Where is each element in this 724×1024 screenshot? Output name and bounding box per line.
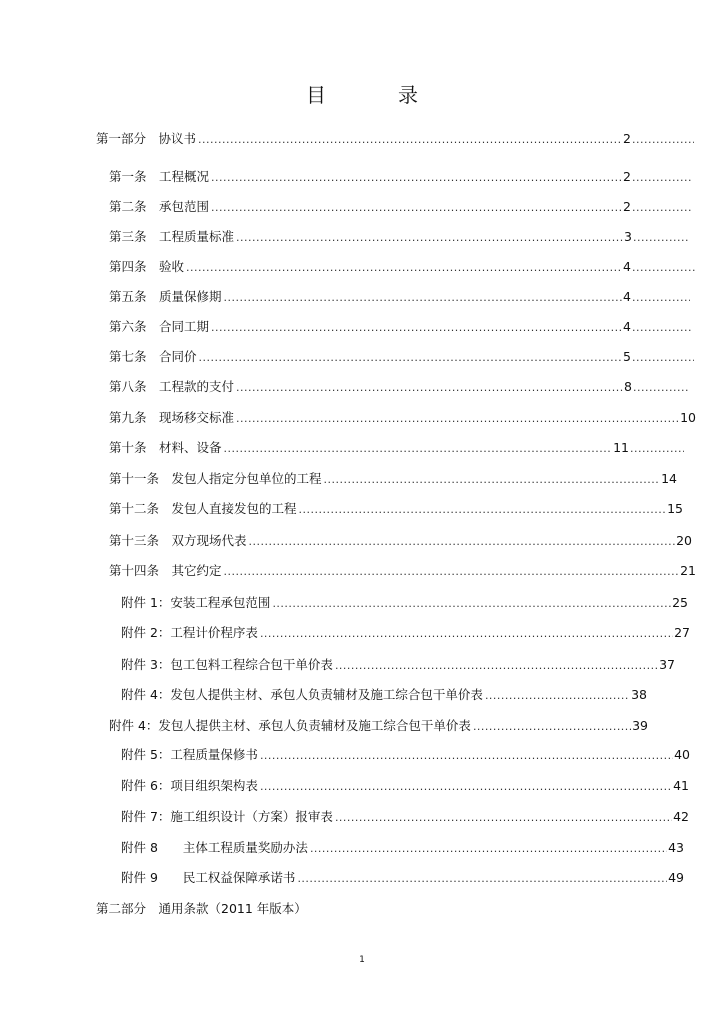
toc-entry-attachment-3[interactable] (121, 656, 676, 674)
toc-entry-page: 39 (632, 718, 648, 733)
toc-entry-attachment-5[interactable] (121, 746, 691, 764)
toc-entry-page: 21 (680, 563, 696, 578)
toc-entry-page: 10 (680, 410, 696, 425)
toc-entry-page: 38 (631, 687, 647, 702)
toc-entry-article-7[interactable] (109, 348, 694, 366)
toc-entry-attachment-6[interactable] (121, 777, 690, 795)
toc-entry-attachment-4[interactable] (121, 686, 648, 704)
toc-entry-page: 5 (623, 349, 631, 364)
toc-entry-page: 2 (623, 169, 631, 184)
toc-entry-page: 42 (673, 809, 689, 824)
toc-entry-page: 15 (667, 501, 683, 516)
toc-leader-dots (224, 563, 680, 581)
toc-entry-attachment-9[interactable] (121, 869, 685, 887)
toc-entry-article-2[interactable] (109, 198, 692, 216)
toc-entry-label: 第五条 质量保修期 (109, 289, 222, 304)
toc-entry-label: 第十条 材料、设备 (109, 440, 222, 455)
toc-entry-attachment-4-repeat[interactable] (109, 717, 649, 735)
toc-entry-label: 第十三条 双方现场代表 (109, 533, 247, 548)
toc-entry-page: 27 (674, 625, 690, 640)
toc-entry-label: 附件 1：安装工程承包范围 (121, 595, 271, 610)
toc-leader-dots (324, 471, 661, 489)
toc-entry-page: 25 (672, 595, 688, 610)
toc-entry-label: 附件 4：发包人提供主材、承包人负责辅材及施工综合包干单价表 (109, 718, 471, 733)
toc-trailing-dots (632, 199, 692, 217)
toc-leader-dots (236, 410, 679, 428)
toc-entry-label: 附件 3：包工包料工程综合包干单价表 (121, 657, 333, 672)
toc-leader-dots (236, 229, 623, 247)
toc-title: 目 录 (306, 83, 444, 107)
toc-entry-attachment-1[interactable] (121, 594, 689, 612)
toc-entry-page: 4 (623, 319, 631, 334)
toc-entry-label: 附件 8 主体工程质量奖励办法 (121, 840, 308, 855)
toc-trailing-dots (633, 229, 689, 247)
toc-entry-attachment-8[interactable] (121, 839, 685, 857)
toc-entry-part-1[interactable] (96, 130, 694, 148)
toc-entry-article-6[interactable] (109, 318, 692, 336)
toc-leader-dots (335, 657, 658, 675)
toc-entry-label: 第四条 验收 (109, 259, 185, 274)
toc-entry-page: 4 (623, 259, 631, 274)
toc-leader-dots (186, 259, 622, 277)
toc-leader-dots (310, 840, 667, 858)
toc-trailing-dots (632, 349, 694, 367)
toc-entry-page: 11 (613, 440, 629, 455)
toc-entry-page: 49 (668, 870, 684, 885)
toc-entry-article-9[interactable] (109, 409, 697, 427)
toc-leader-dots (299, 501, 667, 519)
toc-entry-article-8[interactable] (109, 378, 689, 396)
toc-entry-page: 2 (623, 199, 631, 214)
toc-entry-page: 40 (674, 747, 690, 762)
toc-entry-article-3[interactable] (109, 228, 689, 246)
toc-entry-label: 第二部分 通用条款（2011 年版本） (96, 901, 307, 916)
toc-leader-dots (249, 533, 676, 551)
toc-entry-page: 41 (673, 778, 689, 793)
toc-leader-dots (224, 289, 623, 307)
toc-entry-page: 3 (624, 229, 632, 244)
toc-entry-page: 43 (668, 840, 684, 855)
toc-entry-label: 第六条 合同工期 (109, 319, 210, 334)
toc-entry-article-1[interactable] (109, 168, 692, 186)
toc-entry-label: 第十四条 其它约定 (109, 563, 222, 578)
toc-leader-dots (198, 131, 622, 149)
toc-entry-page: 37 (659, 657, 675, 672)
toc-trailing-dots (632, 289, 690, 307)
toc-entry-label: 附件 7：施工组织设计（方案）报审表 (121, 809, 333, 824)
toc-leader-dots (485, 687, 630, 705)
toc-entry-attachment-2[interactable] (121, 624, 691, 642)
toc-entry-page: 4 (623, 289, 631, 304)
toc-leader-dots (260, 625, 673, 643)
toc-trailing-dots (633, 379, 689, 397)
toc-trailing-dots (632, 259, 696, 277)
toc-trailing-dots (632, 169, 692, 187)
page-number: 1 (359, 955, 365, 965)
toc-trailing-dots (630, 440, 684, 458)
toc-entry-label: 第二条 承包范围 (109, 199, 210, 214)
toc-entry-label: 第十一条 发包人指定分包单位的工程 (109, 471, 322, 486)
toc-entry-page: 2 (623, 131, 631, 146)
toc-leader-dots (236, 379, 623, 397)
toc-entry-article-10[interactable] (109, 439, 684, 457)
toc-entry-label: 第七条 合同价 (109, 349, 197, 364)
toc-entry-label: 第一部分 协议书 (96, 131, 197, 146)
toc-leader-dots (260, 778, 672, 796)
toc-leader-dots (224, 440, 613, 458)
toc-entry-part-2[interactable] (96, 900, 396, 918)
toc-entry-article-5[interactable] (109, 288, 690, 306)
toc-entry-article-12[interactable] (109, 500, 684, 518)
toc-entry-label: 附件 5：工程质量保修书 (121, 747, 258, 762)
toc-leader-dots (260, 747, 673, 765)
toc-leader-dots (335, 809, 672, 827)
toc-leader-dots (211, 319, 622, 337)
toc-entry-label: 第一条 工程概况 (109, 169, 210, 184)
toc-entry-label: 第八条 工程款的支付 (109, 379, 235, 394)
toc-entry-label: 附件 6：项目组织架构表 (121, 778, 258, 793)
toc-leader-dots (297, 870, 667, 888)
toc-entry-article-14[interactable] (109, 562, 697, 580)
toc-entry-label: 第三条 工程质量标准 (109, 229, 235, 244)
toc-trailing-dots (632, 131, 694, 149)
toc-trailing-dots (632, 319, 692, 337)
toc-entry-page: 8 (624, 379, 632, 394)
toc-entry-article-4[interactable] (109, 258, 696, 276)
toc-leader-dots (272, 595, 671, 613)
toc-entry-article-13[interactable] (109, 532, 693, 550)
toc-leader-dots (199, 349, 623, 367)
toc-entry-label: 第九条 现场移交标准 (109, 410, 235, 425)
toc-entry-label: 第十二条 发包人直接发包的工程 (109, 501, 297, 516)
toc-entry-label: 附件 4：发包人提供主材、承包人负责辅材及施工综合包干单价表 (121, 687, 483, 702)
toc-leader-dots (211, 169, 622, 187)
toc-entry-label: 附件 2：工程计价程序表 (121, 625, 258, 640)
toc-leader-dots (473, 718, 631, 736)
toc-entry-article-11[interactable] (109, 470, 678, 488)
toc-leader-dots (211, 199, 622, 217)
toc-entry-page: 14 (661, 471, 677, 486)
toc-entry-label: 附件 9 民工权益保障承诺书 (121, 870, 296, 885)
toc-entry-attachment-7[interactable] (121, 808, 690, 826)
toc-entry-page: 20 (676, 533, 692, 548)
